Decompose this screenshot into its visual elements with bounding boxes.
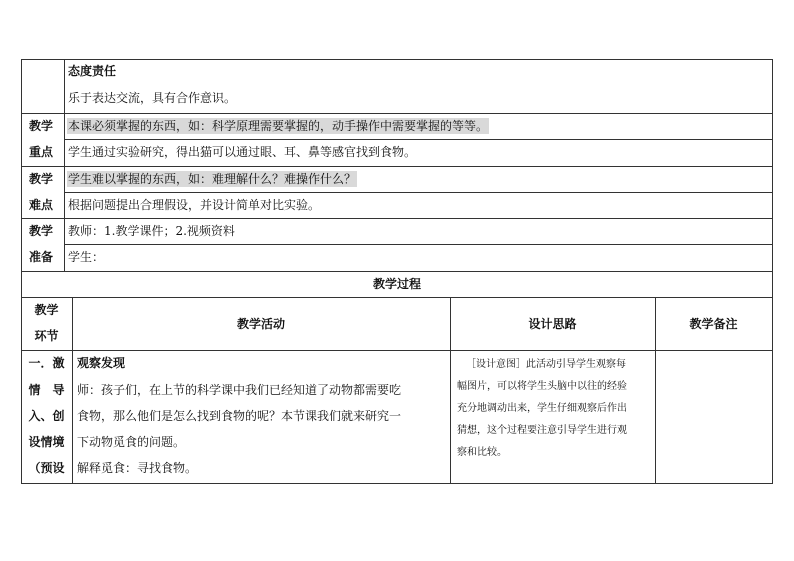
row-divider-preparation (21, 271, 773, 272)
activity-line: 下动物觅食的问题。 (77, 435, 186, 449)
header-design: 设计思路 (528, 317, 577, 331)
label-column-divider (64, 59, 65, 271)
difficulties-highlight: 学生难以掌握的东西，如：难理解什么？难操作什么？ (68, 172, 357, 186)
process-title: 教学过程 (372, 277, 421, 291)
header-activity: 教学活动 (236, 317, 285, 331)
row-divider-difficulties (21, 218, 773, 219)
preparation-label-1: 教学 (29, 224, 54, 238)
row-divider-difficulties-mid (64, 192, 773, 193)
key-points-text: 学生通过实验研究，得出猫可以通过眼、耳、鼻等感官找到食物。 (68, 145, 417, 159)
preparation-teacher: 教师：1.教学课件；2.视频资料 (68, 224, 235, 238)
stage-line: 入、创 (28, 409, 65, 423)
attitude-text: 乐于表达交流，具有合作意识。 (68, 91, 237, 105)
row-divider-keypoints (21, 166, 773, 167)
design-line: ［设计意图］此活动引导学生观察每 (466, 359, 626, 370)
preparation-student: 学生： (68, 250, 105, 264)
row-divider-objectives (21, 113, 773, 114)
table-right-border (772, 59, 773, 484)
design-line: 察和比较。 (457, 447, 507, 458)
activity-line: 解释觅食：寻找食物。 (77, 461, 198, 475)
activity-line: 食物，那么他们是怎么找到食物的呢？本节课我们就来研究一 (77, 409, 402, 423)
key-points-highlight: 本课必须掌握的东西，如：科学原理需要掌握的，动手操作中需要掌握的等等。 (68, 119, 489, 133)
stage-line: 情 导 (28, 383, 65, 397)
design-line: 幅图片，可以将学生头脑中以往的经验 (457, 381, 627, 392)
stage-line: 设情境 (28, 435, 65, 449)
difficulties-text: 根据问题提出合理假设，并设计简单对比实验。 (68, 198, 321, 212)
table-top-border (21, 59, 773, 60)
table-bottom-border (21, 483, 773, 484)
row-divider-keypoints-mid (64, 139, 773, 140)
design-line: 猜想，这个过程要注意引导学生进行观 (457, 425, 627, 436)
stage-line: （预设 (28, 461, 65, 475)
activity-line: 师：孩子们，在上节的科学课中我们已经知道了动物都需要吃 (77, 383, 402, 397)
attitude-title: 态度责任 (68, 64, 117, 78)
preparation-label-2: 准备 (29, 250, 54, 264)
row-divider-headers (21, 350, 773, 351)
design-line: 充分地调动出来，学生仔细观察后作出 (457, 403, 627, 414)
header-notes: 教学备注 (689, 317, 738, 331)
row-divider-process-title (21, 297, 773, 298)
row-divider-preparation-mid (64, 244, 773, 245)
difficulties-label-1: 教学 (29, 172, 54, 186)
header-stage-2: 环节 (34, 329, 59, 343)
key-points-label-2: 重点 (29, 145, 54, 159)
activity-title: 观察发现 (77, 356, 126, 370)
header-stage-1: 教学 (34, 303, 59, 317)
key-points-label-1: 教学 (29, 119, 54, 133)
difficulties-label-2: 难点 (29, 198, 54, 212)
stage-line: 一．激 (28, 356, 65, 370)
